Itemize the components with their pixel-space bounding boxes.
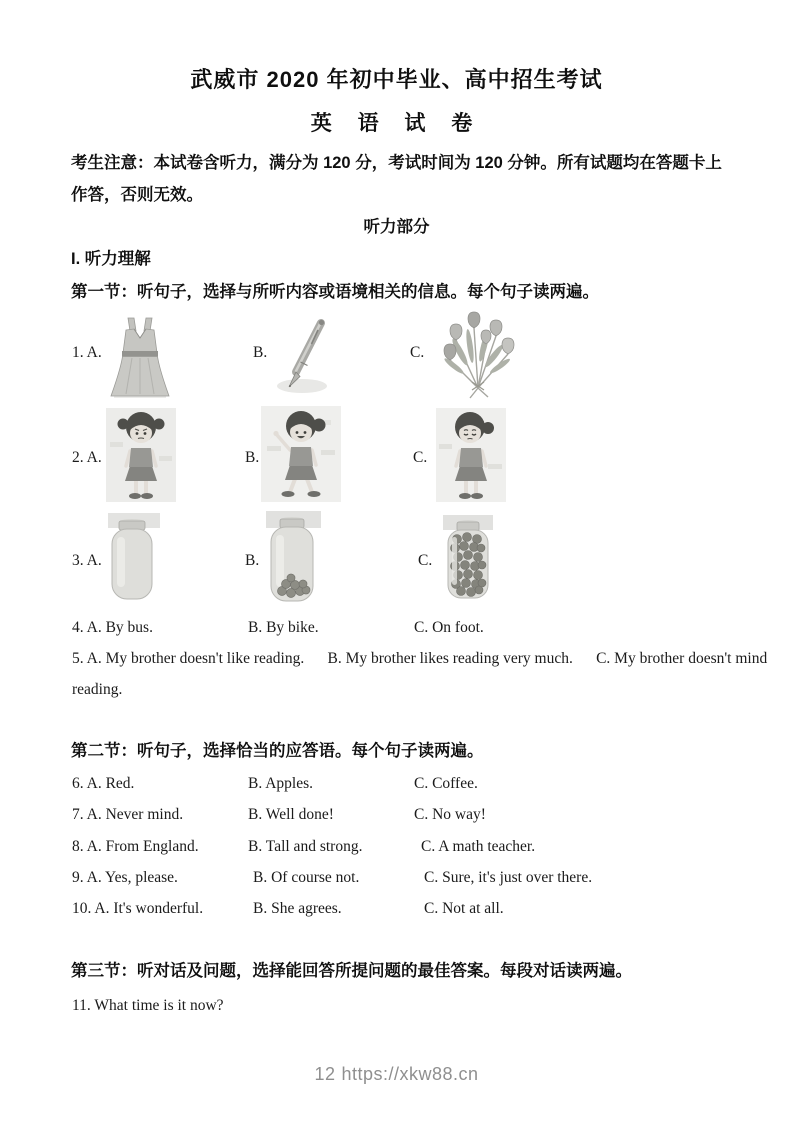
q7-option-c: C. No way! xyxy=(414,806,486,823)
q1-label-a: 1. A. xyxy=(72,344,102,361)
q1-label-c: C. xyxy=(410,344,425,361)
q6-option-b: B. Apples. xyxy=(248,775,314,792)
listening-part-heading: 听力部分 xyxy=(363,218,430,236)
girl-standing-image xyxy=(106,408,176,502)
q8-option-b: B. Tall and strong. xyxy=(248,838,363,855)
page-footer xyxy=(0,1064,793,1085)
question-4-row xyxy=(0,619,793,641)
flower-bouquet-image xyxy=(426,310,530,402)
q8-option-a: 8. A. From England. xyxy=(72,838,199,855)
q3-label-c: C. xyxy=(418,552,433,569)
q6-option-c: C. Coffee. xyxy=(414,775,478,792)
jar-few-candies-image xyxy=(263,511,321,605)
q9-option-c: C. Sure, it's just over there. xyxy=(424,869,593,886)
girl-sad-image xyxy=(436,408,506,502)
q10-option-a: 10. A. It's wonderful. xyxy=(72,900,204,917)
q4-option-a: 4. A. By bus. xyxy=(72,619,153,636)
question-11-text: 11. What time is it now? xyxy=(72,997,224,1014)
question-10-row xyxy=(0,900,793,922)
girl-waving-image xyxy=(261,406,341,502)
q7-option-a: 7. A. Never mind. xyxy=(72,806,184,823)
q8-option-c: C. A math teacher. xyxy=(421,838,536,855)
part3-instructions: 第三节：听对话及问题，选择能回答所提问题的最佳答案。每段对话读两遍。 xyxy=(71,962,632,980)
q6-option-a: 6. A. Red. xyxy=(72,775,135,792)
question-6-row xyxy=(0,775,793,797)
question-7-row xyxy=(0,806,793,828)
q2-label-b: B. xyxy=(245,449,260,466)
q9-option-b: B. Of course not. xyxy=(253,869,360,886)
paper-subtitle: 英 语 试 卷 xyxy=(310,112,483,135)
footer-url: https://xkw88.cn xyxy=(341,1064,479,1084)
page-title: 武威市 2020 年初中毕业、高中招生考试 xyxy=(190,67,603,92)
candidate-notice: 考生注意：本试卷含听力，满分为 120 分，考试时间为 120 分钟。所有试题均在答题卡上作答，否则无效。 xyxy=(71,154,722,204)
empty-jar-image xyxy=(103,513,161,603)
q4-option-b: B. By bike. xyxy=(248,619,319,636)
question-9-row xyxy=(0,869,793,891)
dress-image xyxy=(104,316,176,400)
section-1-title: I. 听力理解 xyxy=(71,250,151,268)
q1-label-b: B. xyxy=(253,344,268,361)
q10-option-c: C. Not at all. xyxy=(424,900,504,917)
q3-label-b: B. xyxy=(245,552,260,569)
q2-label-a: 2. A. xyxy=(72,449,102,466)
part2-instructions: 第二节：听句子，选择恰当的应答语。每个句子读两遍。 xyxy=(71,742,484,760)
part1-instructions: 第一节：听句子，选择与所听内容或语境相关的信息。每个句子读两遍。 xyxy=(71,283,599,301)
q5-options-line1: 5. A. My brother doesn't like reading. B. My brother likes reading very much. C. My brother doesn't mind xyxy=(72,650,768,667)
q7-option-b: B. Well done! xyxy=(248,806,334,823)
q10-option-b: B. She agrees. xyxy=(253,900,342,917)
page-number: 12 xyxy=(314,1064,336,1084)
q2-label-c: C. xyxy=(413,449,428,466)
q4-option-c: C. On foot. xyxy=(414,619,484,636)
q9-option-a: 9. A. Yes, please. xyxy=(72,869,178,886)
pen-image xyxy=(268,317,342,397)
jar-full-candies-image xyxy=(441,515,495,603)
question-8-row xyxy=(0,838,793,860)
q3-label-a: 3. A. xyxy=(72,552,102,569)
q5-options-line2: reading. xyxy=(72,681,123,698)
